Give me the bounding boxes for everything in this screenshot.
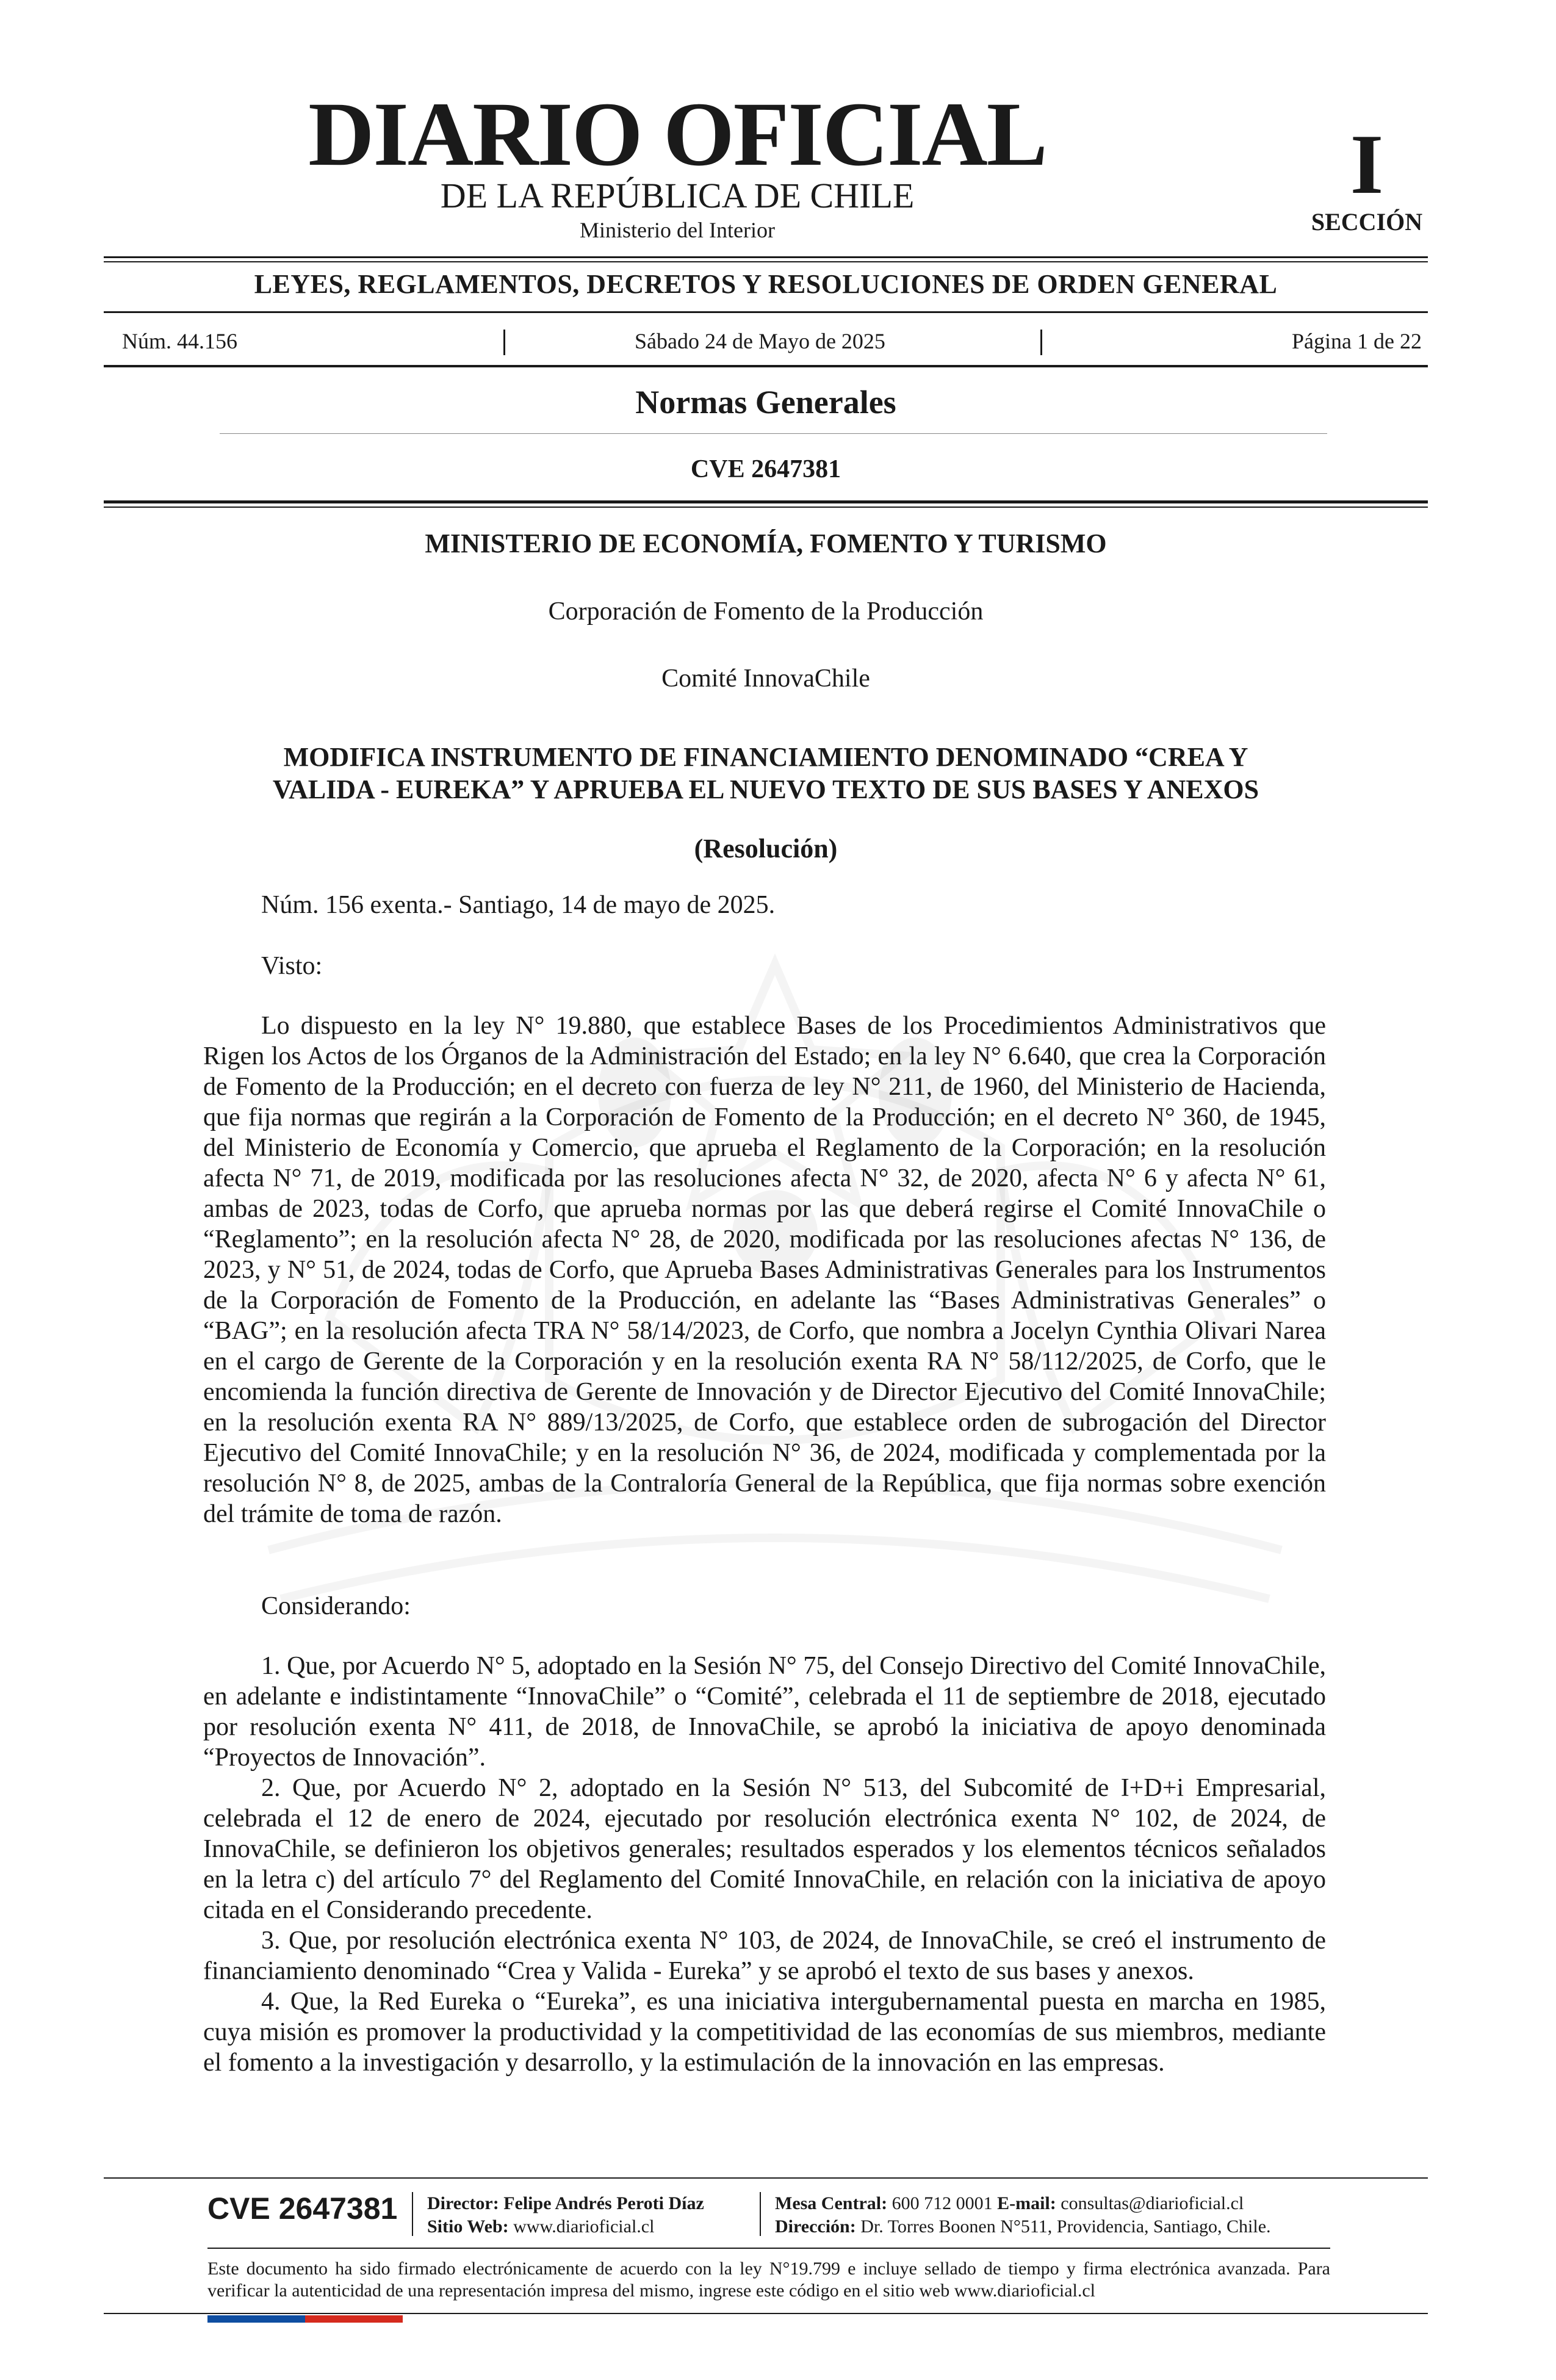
- considerando-heading: Considerando:: [261, 1592, 411, 1620]
- section-numeral: I: [1350, 117, 1384, 212]
- considerando-item: 2. Que, por Acuerdo N° 2, adoptado en la Sesión N° 513, del Subcomité de I+D+i Empresarial, celebrada el 12 de enero de 2024, ejecutado por resolución electrónica exenta N° 102, de 2024, de InnovaChile, se definieron los objetivos generales; resultados esperados y los elementos técnicos señalados en la letra c) del artículo 7° del Reglamento del Comité InnovaChile, en relación con la iniciativa de apoyo citada en el Considerando precedente.: [203, 1774, 1326, 1924]
- considerando-item: 4. Que, la Red Eureka o “Eureka”, es una iniciativa intergubernamental puesta en marcha en 1985, cuya misión es promover la productividad y la competitividad de las economías de sus miembros, mediante el fomento a la investigación y desarrollo, y la estimulación de la innovación en las empresas.: [203, 1988, 1326, 2077]
- issue-info-row: [122, 328, 1422, 359]
- masthead: [201, 84, 1153, 243]
- address-label: Dirección:: [775, 2216, 856, 2237]
- category-heading: Normas Generales: [635, 384, 896, 420]
- flag-stripe-red: [305, 2315, 403, 2323]
- section-band: LEYES, REGLAMENTOS, DECRETOS Y RESOLUCIONES DE ORDEN GENERAL: [254, 269, 1278, 299]
- issue-number: Núm. 44.156: [122, 329, 237, 353]
- divider: [104, 311, 1428, 313]
- divider: [104, 507, 1428, 508]
- masthead-ministry: Ministerio del Interior: [580, 217, 775, 242]
- masthead-subtitle: DE LA REPÚBLICA DE CHILE: [440, 176, 915, 215]
- committee-line: Comité InnovaChile: [661, 665, 870, 693]
- footer-director-block: [427, 2192, 704, 2238]
- divider: [104, 256, 1428, 258]
- page-indicator: Página 1 de 22: [1292, 329, 1422, 353]
- footer-divider: [104, 2313, 1428, 2314]
- resolution-title: [0, 741, 1532, 806]
- divider: [104, 500, 1428, 503]
- visto-heading: Visto:: [261, 952, 323, 980]
- visto-paragraph: Lo dispuesto en la ley N° 19.880, que establece Bases de los Procedimientos Administrativos que Rigen los Actos de los Órganos de la Administración del Estado; en la ley N° 6.640, que crea la Corporación de Fomento de la Producción; en el decreto con fuerza de ley N° 211, de 1960, del Ministerio de Hacienda, que fija normas que regirán a la Corporación de Fomento de la Producción; en el decreto N° 360, de 1945, del Ministerio de Economía y Comercio, que aprueba el Reglamento de la Corporación; en la resolución afecta N° 71, de 2019, modificada por las resoluciones afecta N° 32, de 2020, afecta N° 6 y afecta N° 61, ambas de 2023, todas de Corfo, que aprueba normas por las que deberá regirse el Comité InnovaChile o “Reglamento”; en la resolución afecta N° 28, de 2020, modificada por las resoluciones afectas N° 136, de 2023, y N° 51, de 2024, todas de Corfo, que Aprueba Bases Administrativas Generales para los Instrumentos de la Corporación de Fomento de la Producción, en adelante las “Bases Administrativas Generales” o “BAG”; en la resolución afecta TRA N° 58/14/2023, de Corfo, que nombra a Jocelyn Cynthia Olivari Narea en el cargo de Gerente de la Corporación y en la resolución exenta RA N° 58/112/2025, de Corfo, que le encomienda la función directiva de Gerente de Innovación y de Director Ejecutivo del Comité InnovaChile; en la resolución exenta RA N° 889/13/2025, de Corfo, que establece orden de subrogación del Director Ejecutivo del Comité InnovaChile; y en la resolución N° 36, de 2024, modificada y complementada por la resolución N° 8, de 2025, ambas de la Contraloría General de la República, que fija normas sobre exención del trámite de toma de razón.: [203, 1012, 1326, 1528]
- email-link[interactable]: consultas@diarioficial.cl: [1061, 2193, 1244, 2213]
- cve-code: CVE 2647381: [690, 455, 841, 483]
- considerando-item: 3. Que, por resolución electrónica exenta N° 103, de 2024, de InnovaChile, se creó el instrumento de financiamiento denominado “Crea y Valida - Eureka” y se aprobó el texto de sus bases y anexos.: [203, 1927, 1326, 1985]
- resolution-title-line: VALIDA - EUREKA” Y APRUEBA EL NUEVO TEXTO DE SUS BASES Y ANEXOS: [272, 774, 1259, 804]
- web-label: Sitio Web:: [427, 2216, 509, 2237]
- flag-stripe-blue: [207, 2315, 305, 2323]
- footer-divider: [104, 2177, 1428, 2179]
- organization-line: Corporación de Fomento de la Producción: [548, 597, 984, 626]
- section-indicator: [1294, 117, 1440, 236]
- divider: [104, 261, 1428, 262]
- divider: [104, 365, 1428, 367]
- issue-date: Sábado 24 de Mayo de 2025: [635, 329, 885, 353]
- email-label: E-mail:: [997, 2193, 1056, 2213]
- divider: [220, 433, 1327, 434]
- section-label: SECCIÓN: [1311, 208, 1423, 236]
- director-label: Director:: [427, 2193, 499, 2213]
- phone-number: 600 712 0001: [891, 2193, 993, 2213]
- footer-contact-block: [775, 2192, 1271, 2238]
- footer-cve: CVE 2647381: [207, 2191, 398, 2226]
- address: Dr. Torres Boonen N°511, Providencia, Santiago, Chile.: [860, 2216, 1271, 2237]
- ministry-heading: MINISTERIO DE ECONOMÍA, FOMENTO Y TURISMO: [425, 528, 1107, 558]
- separator: [1040, 330, 1042, 355]
- resolution-label: (Resolución): [694, 834, 838, 864]
- considerando-item: 1. Que, por Acuerdo N° 5, adoptado en la Sesión N° 75, del Consejo Directivo del Comité InnovaChile, en adelante e indistintamente “InnovaChile” o “Comité”, celebrada el 11 de septiembre de 2018, ejecutado por resolución exenta N° 411, de 2018, de InnovaChile, se aprobó la iniciativa de apoyo denominada “Proyectos de Innovación”.: [203, 1652, 1326, 1772]
- masthead-title: DIARIO OFICIAL: [308, 84, 1046, 185]
- resolution-number: Núm. 156 exenta.- Santiago, 14 de mayo de 2025.: [261, 891, 776, 919]
- separator: [412, 2192, 413, 2236]
- separator: [503, 330, 505, 355]
- signature-notice: Este documento ha sido firmado electrónicamente de acuerdo con la ley N°19.799 e incluye sellado de tiempo y firma electrónica avanzada. Para verificar la autenticidad de una representación impresa del mismo, ingrese este código en el sitio web www.diarioficial.cl: [207, 2259, 1330, 2301]
- mesa-label: Mesa Central:: [775, 2193, 888, 2213]
- director-name: Felipe Andrés Peroti Díaz: [503, 2193, 704, 2213]
- considerando-list: [203, 1651, 1326, 2078]
- resolution-title-line: MODIFICA INSTRUMENTO DE FINANCIAMIENTO DENOMINADO “CREA Y: [283, 742, 1248, 772]
- separator: [760, 2192, 761, 2236]
- website-link[interactable]: www.diarioficial.cl: [513, 2216, 655, 2237]
- footer-divider: [207, 2248, 1330, 2249]
